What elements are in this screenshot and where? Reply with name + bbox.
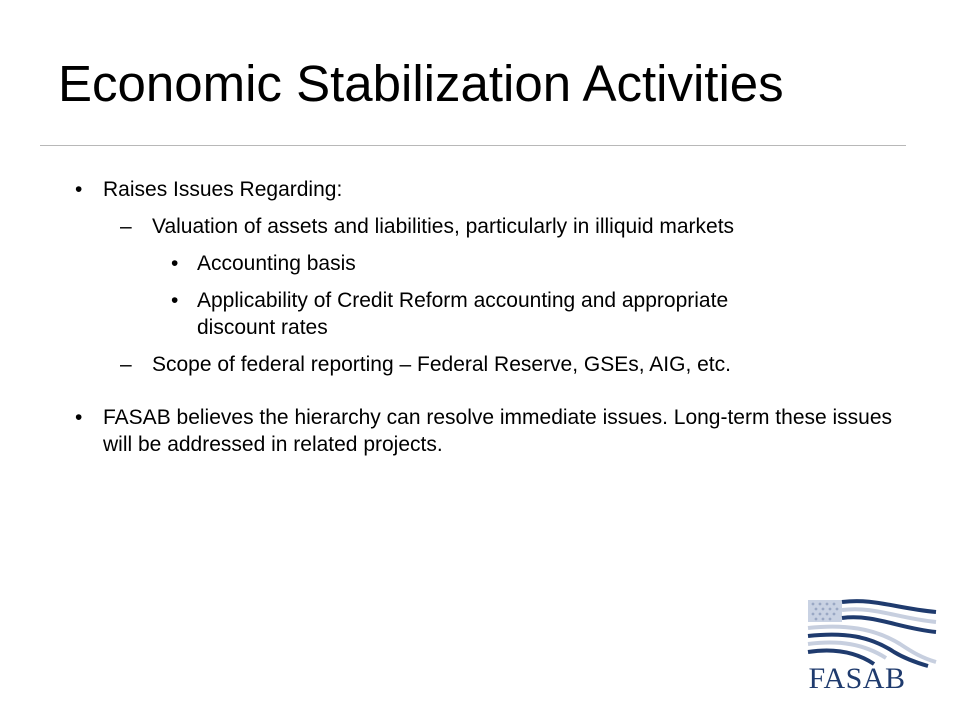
slide-title: Economic Stabilization Activities <box>58 55 784 112</box>
bullet-marker: • <box>75 406 83 429</box>
bullet-marker: • <box>75 178 83 201</box>
sub-sub-bullet-item <box>72 250 797 277</box>
flag-wave-icon <box>804 598 938 668</box>
title-divider <box>40 145 906 146</box>
dash-marker: – <box>120 353 132 376</box>
bullet-marker: • <box>171 252 179 275</box>
sub-sub-bullet-text: Accounting basis <box>197 252 356 275</box>
sub-sub-bullet-item <box>72 287 797 341</box>
fasab-logo <box>804 598 938 696</box>
dash-marker: – <box>120 215 132 238</box>
sub-bullet-item <box>72 213 912 240</box>
sub-bullet-item <box>72 351 912 378</box>
bullet-item <box>72 176 912 203</box>
sub-bullet-text: Scope of federal reporting – Federal Reserve, GSEs, AIG, etc. <box>152 353 731 376</box>
logo-wordmark: FASAB <box>808 662 906 695</box>
slide-body <box>72 176 912 458</box>
bullet-marker: • <box>171 289 179 312</box>
bullet-text: Raises Issues Regarding: <box>103 178 343 201</box>
sub-sub-bullet-text: Applicability of Credit Reform accounting and appropriate discount rates <box>197 289 729 339</box>
sub-bullet-text: Valuation of assets and liabilities, particularly in illiquid markets <box>152 215 735 238</box>
bullet-item <box>72 404 912 458</box>
bullet-text: FASAB believes the hierarchy can resolve immediate issues. Long-term these issues will be addressed in related projects. <box>103 406 893 456</box>
